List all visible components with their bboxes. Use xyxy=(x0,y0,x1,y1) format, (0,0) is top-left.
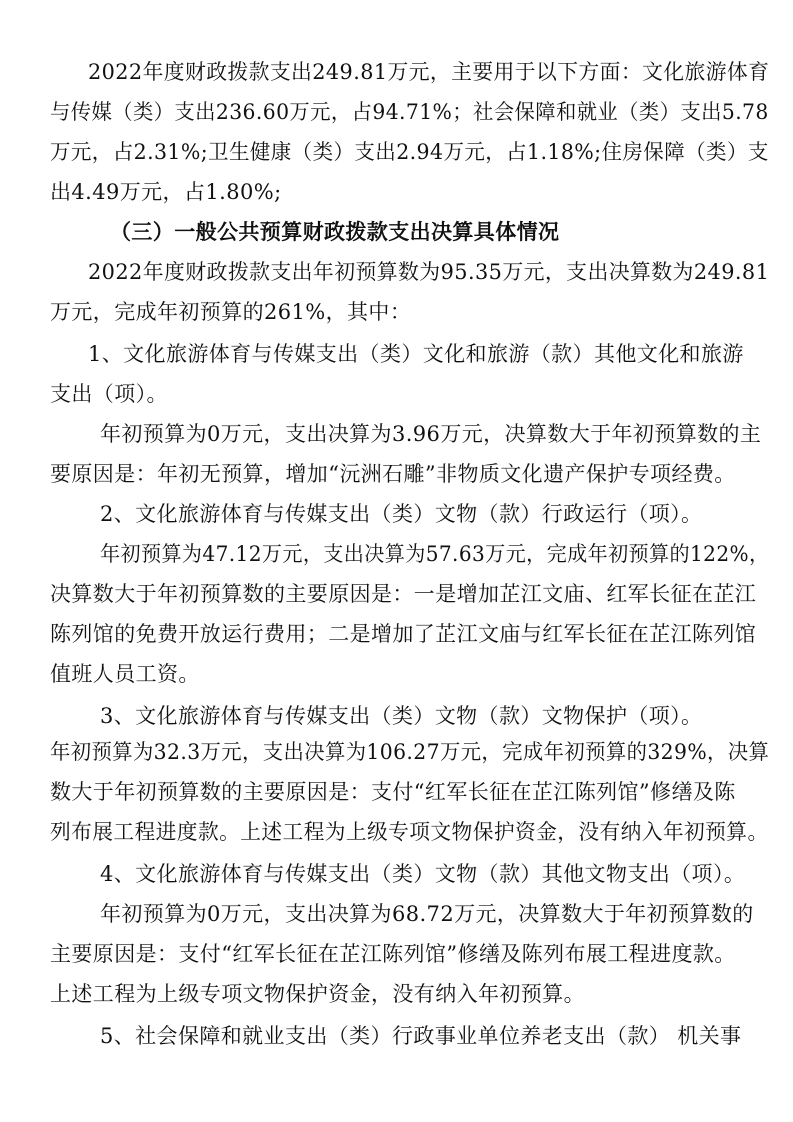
item-title: 2、文化旅游体育与传媒支出（类）文物（款）行政运行（项）。 xyxy=(100,502,703,526)
paragraph-line: 年初预算为0万元，支出决算为3.96万元，决算数大于年初预算数的主 xyxy=(100,422,762,446)
paragraph-line: 数大于年初预算数的主要原因是：支付“红军长征在芷江陈列馆”修缮及陈 xyxy=(50,780,736,804)
paragraph-line: 与传媒（类）支出236.60万元，占94.71%；社会保障和就业（类）支出5.78 xyxy=(50,100,769,124)
paragraph-line: 主要原因是：支付“红军长征在芷江陈列馆”修缮及陈列布展工程进度款。 xyxy=(50,942,736,966)
paragraph-line: 万元，完成年初预算的261%，其中： xyxy=(50,300,412,324)
paragraph-line: 列布展工程进度款。上述工程为上级专项文物保护资金，没有纳入年初预算。 xyxy=(50,820,769,844)
section-heading: （三）一般公共预算财政拨款支出决算具体情况 xyxy=(110,219,560,244)
paragraph-line: 上述工程为上级专项文物保护资金，没有纳入年初预算。 xyxy=(50,982,585,1006)
paragraph-line: 2022年度财政拨款支出249.81万元，主要用于以下方面：文化旅游体育 xyxy=(88,60,770,84)
paragraph-line: 2022年度财政拨款支出年初预算数为95.35万元，支出决算数为249.81 xyxy=(88,260,770,284)
paragraph-line: 年初预算为0万元，支出决算为68.72万元，决算数大于年初预算数的 xyxy=(100,902,754,926)
paragraph-line: 要原因是：年初无预算，增加“沅洲石雕”非物质文化遗产保护专项经费。 xyxy=(50,462,736,486)
paragraph-line: 陈列馆的免费开放运行费用；二是增加了芷江文庙与红军长征在芷江陈列馆 xyxy=(50,622,757,646)
paragraph-line: 年初预算为47.12万元，支出决算为57.63万元，完成年初预算的122%， xyxy=(100,542,770,566)
item-title: 3、文化旅游体育与传媒支出（类）文物（款）文物保护（项）。 xyxy=(100,704,703,728)
item-title: 支出（项）。 xyxy=(50,382,168,406)
paragraph-line: 万元，占2.31%;卫生健康（类）支出2.94万元，占1.18%;住房保障（类）支 xyxy=(50,140,769,164)
paragraph-line: 值班人员工资。 xyxy=(50,662,200,686)
item-title: 1、文化旅游体育与传媒支出（类）文化和旅游（款）其他文化和旅游 xyxy=(88,342,744,366)
paragraph-line: 决算数大于年初预算数的主要原因是：一是增加芷江文庙、红军长征在芷江 xyxy=(50,582,757,606)
item-title: 5、社会保障和就业支出（类）行政事业单位养老支出（款） 机关事 xyxy=(100,1024,742,1048)
item-title: 4、文化旅游体育与传媒支出（类）文物（款）其他文物支出（项）。 xyxy=(100,862,746,886)
paragraph-line: 年初预算为32.3万元，支出决算为106.27万元，完成年初预算的329%，决算 xyxy=(50,740,770,764)
paragraph-line: 出4.49万元，占1.80%; xyxy=(50,180,282,204)
